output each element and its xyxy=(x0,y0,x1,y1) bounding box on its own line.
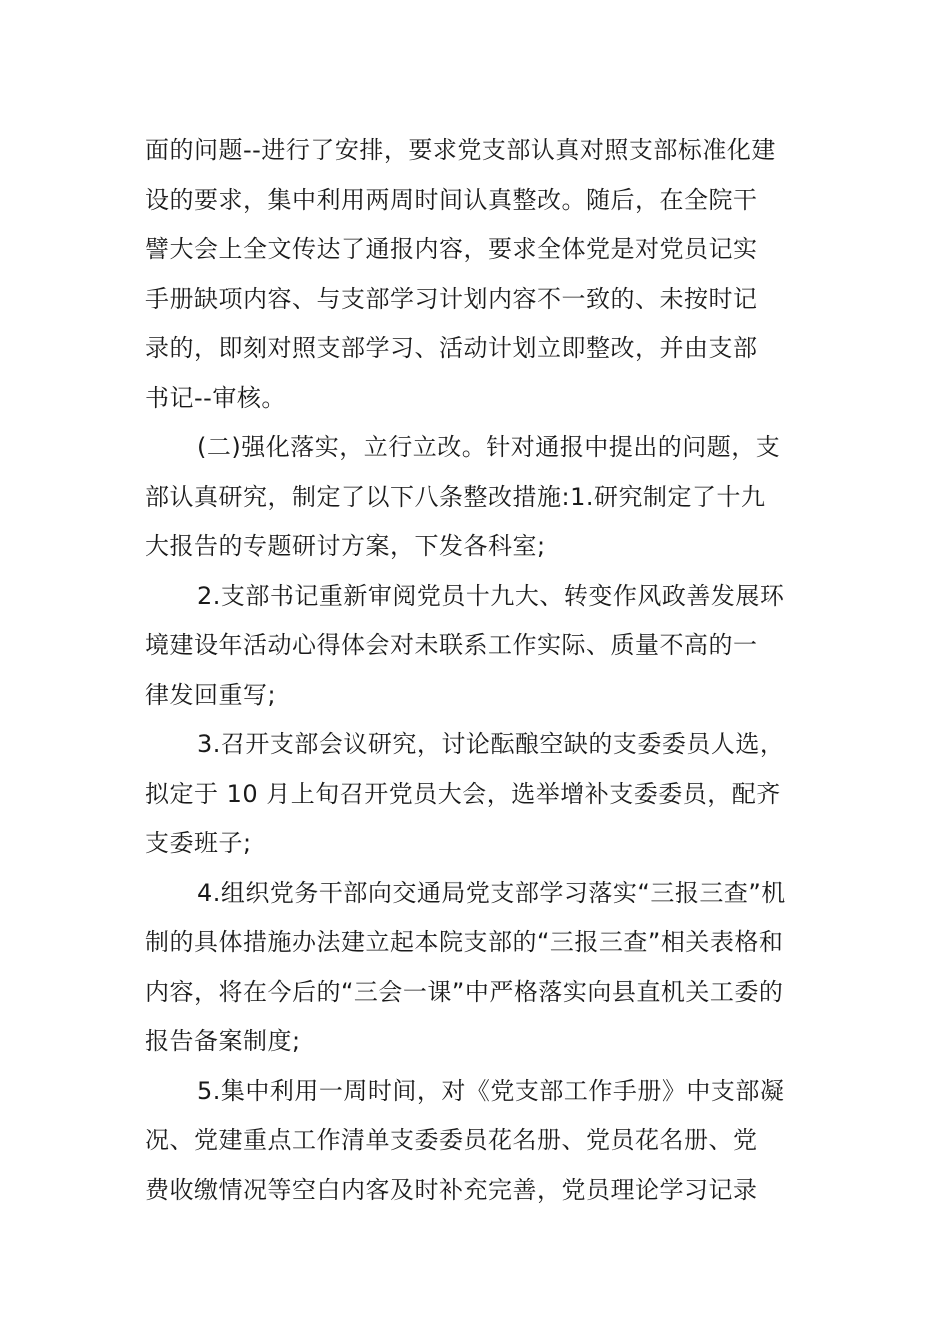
text-line: 大报告的专题研讨方案，下发各科室; xyxy=(145,532,546,560)
text-line: 手册缺项内容、与支部学习计划内容不一致的、未按时记 xyxy=(145,284,758,313)
text-line: 律发回重写; xyxy=(145,680,277,709)
paragraph-first-line: 4.组织党务干部向交通局党支部学习落实“三报三查”机 xyxy=(197,878,786,907)
paragraph-first-line: 3.召开支部会议研究，讨论酝酿空缺的支委委员人选， xyxy=(197,730,785,758)
text-line: 制的具体措施办法建立起本院支部的“三报三查”相关表格和 xyxy=(145,928,784,956)
text-line: 面的问题--进行了安排，要求党支部认真对照支部标准化建 xyxy=(145,136,776,164)
text-line: 报告备案制度; xyxy=(145,1027,301,1055)
text-line: 录的，即刻对照支部学习、活动计划立即整改，并由支部 xyxy=(145,334,758,362)
document-body xyxy=(145,126,810,1215)
text-line: 书记--审核。 xyxy=(145,383,286,412)
text-line: 费收缴情况等空白内客及时补充完善，党员理论学习记录 xyxy=(145,1175,758,1204)
text-line: 境建设年活动心得体会对未联系工作实际、质量不高的一 xyxy=(145,631,758,659)
paragraph-first-line: (二)强化落实，立行立改。针对通报中提出的问题，支 xyxy=(197,433,781,461)
text-line: 况、党建重点工作清单支委委员花名册、党员花名册、党 xyxy=(145,1126,758,1154)
text-line: 部认真研究，制定了以下八条整改措施:1.研究制定了十九 xyxy=(145,482,766,511)
text-line: 譬大会上全文传达了通报内容，要求全体党是对党员记实 xyxy=(145,235,758,263)
text-line: 内容，将在今后的“三会一课”中严格落实向县直机关工委的 xyxy=(145,977,784,1006)
text-line: 设的要求，集中利用两周时间认真整改。随后，在全院干 xyxy=(145,185,758,214)
paragraph-first-line: 2.支部书记重新审阅党员十九大、转变作风政善发展环 xyxy=(197,581,785,610)
text-line: 支委班子; xyxy=(145,829,252,857)
text-line: 拟定于 10 月上旬召开党员大会，选举增补支委委员，配齐 xyxy=(145,779,781,808)
paragraph-first-line: 5.集中利用一周时间，对《党支部工作手册》中支部凝 xyxy=(197,1076,785,1105)
